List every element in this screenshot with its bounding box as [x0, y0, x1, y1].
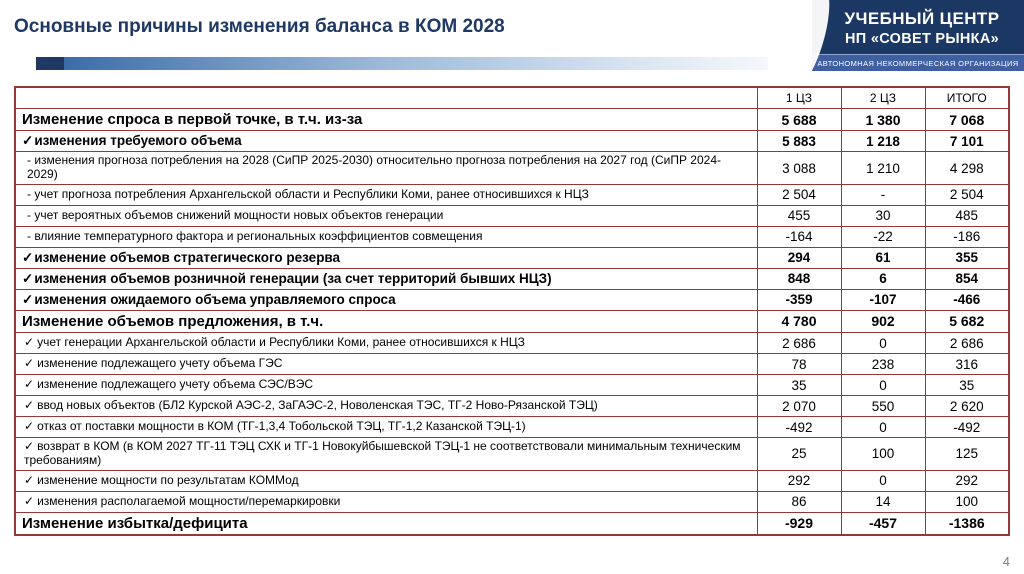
value-cell: 5 682 [925, 310, 1009, 332]
row-label: - влияние температурного фактора и региональных коэффициентов совмещения [27, 228, 483, 243]
value-cell: -466 [925, 289, 1009, 310]
row-label-cell [15, 512, 757, 535]
corner-header-cell [15, 87, 757, 109]
table-row [15, 310, 1009, 332]
check-icon: ✓ [24, 472, 35, 487]
value-cell: 2 070 [757, 396, 841, 417]
value-cell: -359 [757, 289, 841, 310]
row-label-cell [15, 152, 757, 185]
value-cell: 7 068 [925, 109, 1009, 131]
value-cell: 100 [925, 491, 1009, 512]
check-icon: ✓ [22, 292, 34, 308]
value-cell: 2 504 [757, 184, 841, 205]
check-icon: ✓ [22, 271, 34, 287]
value-cell: 5 688 [757, 109, 841, 131]
value-cell: 455 [757, 205, 841, 226]
check-icon: ✓ [24, 377, 35, 392]
table-row [15, 152, 1009, 185]
row-label-cell [15, 375, 757, 396]
row-label: изменения объемов розничной генерации (за счет территорий бывших НЦЗ) [34, 271, 552, 287]
value-cell: 30 [841, 205, 925, 226]
table-row [15, 131, 1009, 152]
check-icon: ✓ [24, 335, 35, 350]
value-cell: 35 [757, 375, 841, 396]
check-icon: ✓ [24, 439, 35, 454]
row-label: отказ от поставки мощности в КОМ (ТГ-1,3,4 Тобольской ТЭЦ, ТГ-1,2 Казанской ТЭЦ-1) [37, 419, 526, 434]
table-row [15, 333, 1009, 354]
row-label-cell [15, 470, 757, 491]
value-cell: 5 883 [757, 131, 841, 152]
value-cell: -457 [841, 512, 925, 535]
row-label: - изменения прогноза потребления на 2028 (СиПР 2025-2030) относительно прогноза потребления на 2027 год (СиПР 2024-2029) [27, 153, 721, 182]
table-row [15, 354, 1009, 375]
row-label-cell [15, 226, 757, 247]
page-title: Основные причины изменения баланса в КОМ 2028 [14, 16, 505, 37]
row-label-cell [15, 205, 757, 226]
value-cell: 854 [925, 268, 1009, 289]
value-cell: 1 380 [841, 109, 925, 131]
value-cell: 2 620 [925, 396, 1009, 417]
row-label-cell [15, 417, 757, 438]
logo-tagline: АВТОНОМНАЯ НЕКОММЕРЧЕСКАЯ ОРГАНИЗАЦИЯ [812, 54, 1024, 71]
table-row [15, 375, 1009, 396]
logo-subtitle: НП «СОВЕТ РЫНКА» [845, 31, 999, 47]
column-header: ИТОГО [925, 87, 1009, 109]
value-cell: -164 [757, 226, 841, 247]
value-cell: 1 210 [841, 152, 925, 185]
value-cell: 6 [841, 268, 925, 289]
value-cell: 0 [841, 417, 925, 438]
check-icon: ✓ [22, 250, 34, 266]
value-cell: 35 [925, 375, 1009, 396]
row-label: изменение объемов стратегического резерва [34, 250, 341, 266]
value-cell: -22 [841, 226, 925, 247]
value-cell: 0 [841, 470, 925, 491]
table-row [15, 491, 1009, 512]
table-row [15, 396, 1009, 417]
value-cell: 294 [757, 247, 841, 268]
value-cell: 292 [925, 470, 1009, 491]
title-underline-gradient [64, 57, 768, 70]
logo-title: УЧЕБНЫЙ ЦЕНТР [844, 9, 1000, 28]
value-cell: -186 [925, 226, 1009, 247]
table-row [15, 247, 1009, 268]
row-label-cell [15, 354, 757, 375]
row-label: изменение подлежащего учету объема ГЭС [37, 356, 283, 371]
page-number: 4 [1002, 554, 1010, 569]
row-label: Изменение спроса в первой точке, в т.ч. из-за [22, 111, 363, 128]
value-cell: 100 [841, 438, 925, 471]
check-icon: ✓ [22, 133, 34, 149]
value-cell: -492 [757, 417, 841, 438]
table-row [15, 512, 1009, 535]
row-label-cell [15, 333, 757, 354]
title-underline-bar [36, 57, 768, 70]
row-label-cell [15, 491, 757, 512]
value-cell: 61 [841, 247, 925, 268]
row-label: изменения располагаемой мощности/перемаркировки [37, 493, 341, 508]
row-label: возврат в КОМ (в КОМ 2027 ТГ-11 ТЭЦ СХК и ТГ-1 Новокуйбышевской ТЭЦ-1 не соответствовали минимальным техническим требованиям) [24, 439, 741, 467]
value-cell: 292 [757, 470, 841, 491]
value-cell: 550 [841, 396, 925, 417]
value-cell: - [841, 184, 925, 205]
row-label: Изменение объемов предложения, в т.ч. [22, 312, 324, 330]
row-label: - учет прогноза потребления Архангельской области и Республики Коми, ранее относившихся к НЦЗ [27, 186, 589, 201]
table-row [15, 470, 1009, 491]
value-cell: 4 780 [757, 310, 841, 332]
row-label: Изменение избытка/дефицита [22, 514, 248, 532]
table-row [15, 438, 1009, 471]
row-label-cell [15, 184, 757, 205]
value-cell: 238 [841, 354, 925, 375]
value-cell: 485 [925, 205, 1009, 226]
title-underline-accent [36, 57, 64, 70]
row-label: учет генерации Архангельской области и Республики Коми, ранее относившихся к НЦЗ [37, 335, 525, 350]
row-label-cell [15, 396, 757, 417]
value-cell: 848 [757, 268, 841, 289]
value-cell: 2 686 [925, 333, 1009, 354]
value-cell: 2 686 [757, 333, 841, 354]
table-row [15, 226, 1009, 247]
column-header: 2 ЦЗ [841, 87, 925, 109]
row-label: изменение мощности по результатам КОММод [37, 472, 299, 487]
value-cell: 14 [841, 491, 925, 512]
value-cell: 0 [841, 333, 925, 354]
check-icon: ✓ [24, 419, 35, 434]
value-cell: -492 [925, 417, 1009, 438]
row-label: - учет вероятных объемов снижений мощности новых объектов генерации [27, 207, 444, 222]
table-row [15, 109, 1009, 131]
value-cell: 1 218 [841, 131, 925, 152]
row-label-cell [15, 438, 757, 471]
row-label-cell [15, 310, 757, 332]
value-cell: 86 [757, 491, 841, 512]
value-cell: 316 [925, 354, 1009, 375]
value-cell: 7 101 [925, 131, 1009, 152]
value-cell: 25 [757, 438, 841, 471]
row-label-cell [15, 268, 757, 289]
value-cell: 78 [757, 354, 841, 375]
check-icon: ✓ [24, 398, 35, 413]
row-label-cell [15, 109, 757, 131]
table-row [15, 417, 1009, 438]
value-cell: 125 [925, 438, 1009, 471]
org-logo [812, 0, 1024, 71]
table-row [15, 205, 1009, 226]
check-icon: ✓ [24, 356, 35, 371]
row-label: изменение подлежащего учету объема СЭС/ВЭС [37, 377, 314, 392]
check-icon: ✓ [24, 493, 35, 508]
value-cell: 4 298 [925, 152, 1009, 185]
row-label-cell [15, 289, 757, 310]
row-label: изменения ожидаемого объема управляемого спроса [34, 292, 396, 308]
table-header-row [15, 87, 1009, 109]
value-cell: 355 [925, 247, 1009, 268]
value-cell: 0 [841, 375, 925, 396]
value-cell: 3 088 [757, 152, 841, 185]
row-label: изменения требуемого объема [34, 133, 242, 149]
table-row [15, 268, 1009, 289]
balance-table [14, 86, 1010, 536]
table-row [15, 184, 1009, 205]
table-row [15, 289, 1009, 310]
column-header: 1 ЦЗ [757, 87, 841, 109]
value-cell: -1386 [925, 512, 1009, 535]
value-cell: 2 504 [925, 184, 1009, 205]
value-cell: 902 [841, 310, 925, 332]
row-label-cell [15, 247, 757, 268]
row-label-cell [15, 131, 757, 152]
value-cell: -929 [757, 512, 841, 535]
value-cell: -107 [841, 289, 925, 310]
logo-main-block [812, 0, 1024, 54]
row-label: ввод новых объектов (БЛ2 Курской АЭС-2, ЗаГАЭС-2, Новоленская ТЭС, ТГ-2 Ново-Рязанской ТЭЦ) [37, 398, 598, 413]
